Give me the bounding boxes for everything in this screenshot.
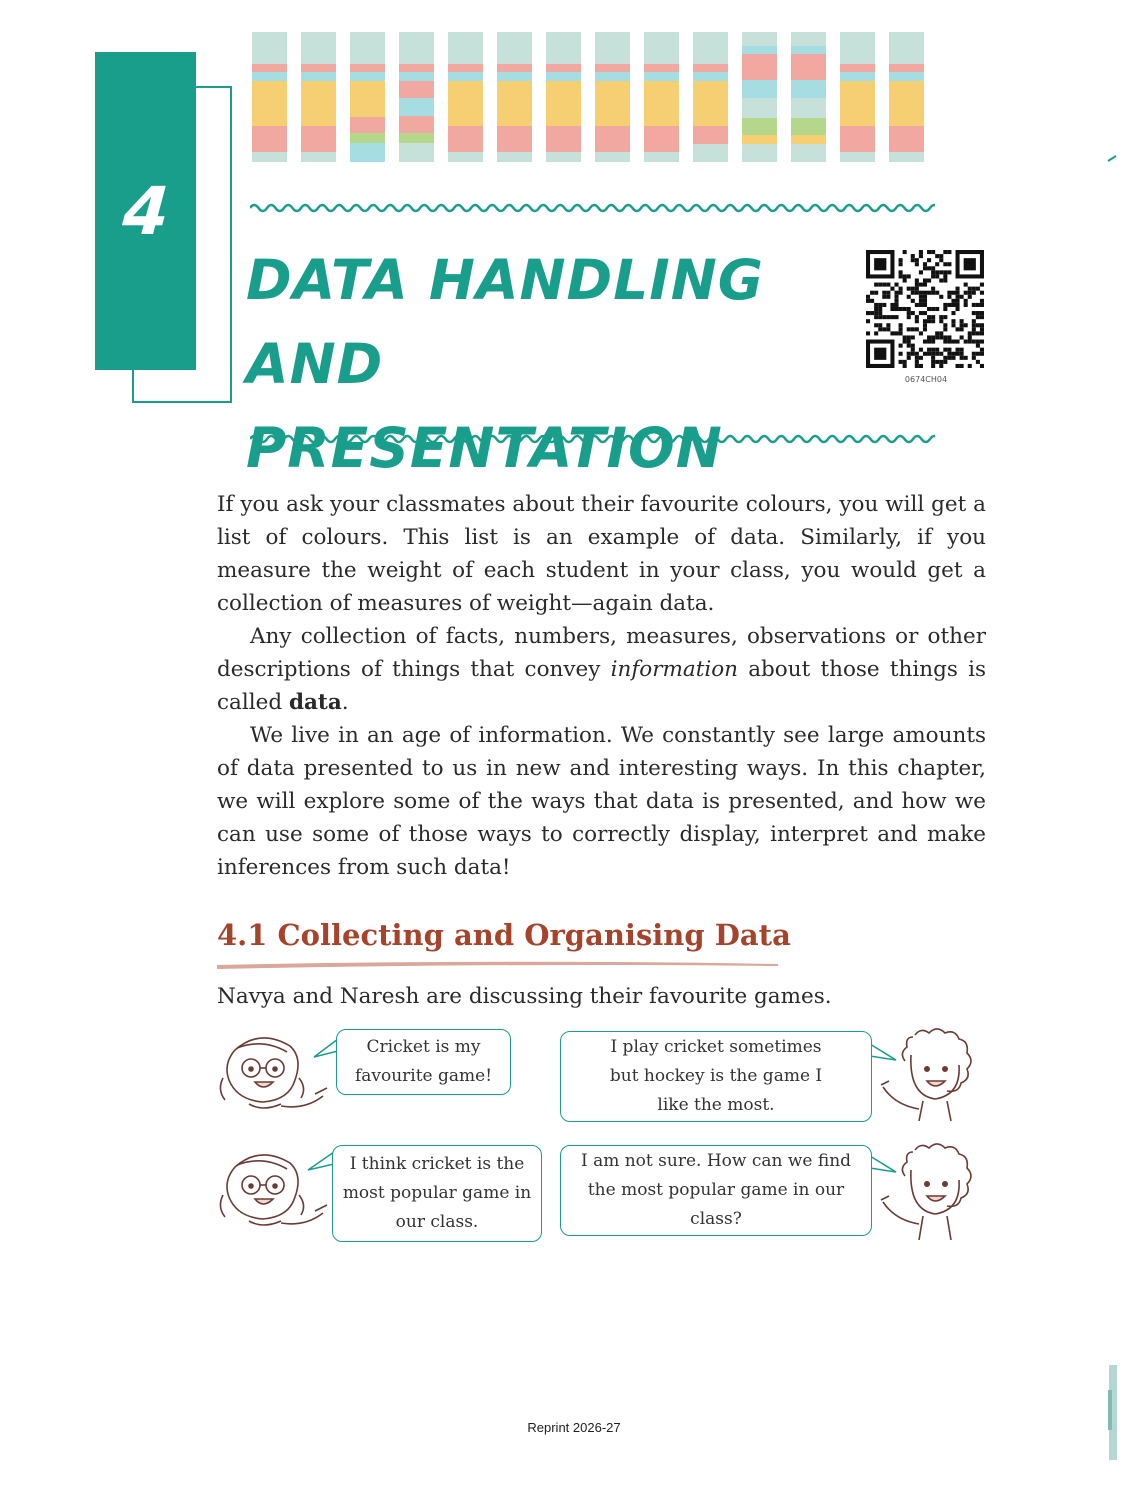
decorative-bar-segment — [840, 72, 875, 81]
decorative-bar-segment — [791, 54, 826, 80]
speech-bubble-navya-1: Cricket is my favourite game! — [336, 1029, 511, 1095]
decorative-bar-segment — [301, 81, 336, 126]
qr-code-label: 0674CH04 — [904, 375, 948, 384]
decorative-bar-segment — [889, 152, 924, 162]
decorative-bar-segment — [399, 98, 434, 116]
body-paragraph-3: We live in an age of information. We constantly see large amounts of data presented to us in new and interesting ways. In this chapter, we will explore some of the ways that data is presented, and how we can use some of those ways to correctly display, interpret and make inferences from such data! — [217, 723, 986, 880]
decorative-bar-segment — [497, 81, 532, 126]
reprint-footer: Reprint 2026-27 — [527, 1420, 621, 1435]
decorative-bar-segment — [350, 133, 385, 143]
decorative-bar-segment — [791, 46, 826, 54]
decorative-bar-segment — [301, 64, 336, 72]
decorative-bar-segment — [644, 152, 679, 162]
body-text — [217, 488, 986, 884]
decorative-bar-segment — [399, 116, 434, 133]
decorative-bar-segment — [742, 135, 777, 144]
decorative-bar-segment — [840, 126, 875, 152]
speech-bubble-navya-2: I think cricket is the most popular game in our class. — [332, 1145, 542, 1242]
decorative-bar-segment — [693, 144, 728, 162]
decorative-bar-segment — [840, 81, 875, 126]
decorative-bar-segment — [595, 64, 630, 72]
decorative-bar-segment — [546, 81, 581, 126]
decorative-bar-segment — [399, 81, 434, 98]
decorative-bar-segment — [840, 64, 875, 72]
decorative-bar-segment — [497, 32, 532, 64]
decorative-bar-segment — [301, 72, 336, 81]
decorative-bar-segment — [791, 118, 826, 135]
decorative-bar-segment — [546, 152, 581, 162]
section-intro: Navya and Naresh are discussing their favourite games. — [217, 984, 832, 1009]
decorative-bar-segment — [889, 64, 924, 72]
decorative-bar-segment — [350, 72, 385, 81]
decorative-bar-segment — [497, 64, 532, 72]
decorative-bar-segment — [595, 32, 630, 64]
decorative-bar-segment — [889, 72, 924, 81]
chapter-title: DATA HANDLING AND PRESENTATION — [246, 248, 764, 480]
emphasis-information: information — [610, 657, 739, 682]
decorative-bar-segment — [693, 32, 728, 64]
decorative-bar-segment — [497, 152, 532, 162]
decorative-bar-segment — [644, 72, 679, 81]
decorative-bar-segment — [742, 144, 777, 162]
decorative-bar-segment — [791, 144, 826, 162]
chapter-number: 4 — [119, 172, 172, 250]
decorative-bar-segment — [252, 32, 287, 64]
decorative-bar-segment — [350, 143, 385, 162]
decorative-bar-segment — [497, 126, 532, 152]
decorative-bar-segment — [448, 64, 483, 72]
speech-bubble-naresh-1: I play cricket sometimes but hockey is the game I like the most. — [560, 1031, 872, 1122]
decorative-bar-segment — [693, 72, 728, 81]
decorative-bar-segment — [693, 81, 728, 126]
decorative-bar-segment — [791, 80, 826, 98]
body-paragraph-2: Any collection of facts, numbers, measures, observations or other descriptions of things that convey information about those things is called data. — [217, 624, 986, 715]
emphasis-data: data — [288, 690, 342, 715]
page-edge-mark — [1108, 1390, 1112, 1430]
decorative-bar-segment — [595, 126, 630, 152]
decorative-bar-segment — [840, 32, 875, 64]
decorative-bar-segment — [350, 64, 385, 72]
decorative-bar-segment — [399, 72, 434, 81]
decorative-bar-segment — [742, 46, 777, 54]
decorative-bar-segment — [546, 64, 581, 72]
decorative-bar-segment — [448, 81, 483, 126]
decorative-bar-segment — [644, 32, 679, 64]
decorative-bar-segment — [448, 126, 483, 152]
decorative-bar-segment — [350, 81, 385, 117]
decorative-bar-segment — [791, 98, 826, 118]
page-edge-tick — [1106, 155, 1118, 163]
decorative-bar-segment — [889, 126, 924, 152]
decorative-bar-segment — [399, 143, 434, 162]
decorative-bar-segment — [693, 126, 728, 144]
decorative-bar-segment — [252, 152, 287, 162]
decorative-bar-segment — [448, 72, 483, 81]
speech-bubble-naresh-2: I am not sure. How can we find the most popular game in our class? — [560, 1145, 872, 1236]
decorative-bar-segment — [546, 32, 581, 64]
decorative-bar-segment — [742, 54, 777, 80]
chapter-number-block — [95, 52, 196, 370]
decorative-bar-segment — [301, 152, 336, 162]
decorative-bar-segment — [252, 64, 287, 72]
decorative-bar-segment — [252, 126, 287, 152]
decorative-bar-segment — [742, 98, 777, 118]
decorative-bar-segment — [889, 32, 924, 64]
decorative-bar-segment — [350, 32, 385, 64]
decorative-bar-segment — [350, 117, 385, 133]
decorative-bar-segment — [742, 80, 777, 98]
decorative-bar-segment — [301, 32, 336, 64]
body-paragraph-1: If you ask your classmates about their favourite colours, you will get a list of colours. This list is an example of data. Similarly, if you measure the weight of each student in your class, you would get a collection of measures of weight—again data. — [217, 492, 986, 616]
decorative-bar-segment — [840, 152, 875, 162]
decorative-bar-segment — [742, 118, 777, 135]
decorative-stacked-bars — [252, 32, 932, 162]
decorative-bar-segment — [742, 32, 777, 46]
decorative-bar-segment — [399, 133, 434, 143]
decorative-bar-segment — [693, 64, 728, 72]
decorative-bar-segment — [252, 81, 287, 126]
section-heading-underline — [215, 958, 780, 970]
decorative-bar-segment — [546, 126, 581, 152]
wavy-divider-top — [250, 200, 935, 216]
decorative-bar-segment — [644, 126, 679, 152]
decorative-bar-segment — [644, 64, 679, 72]
decorative-bar-segment — [791, 135, 826, 144]
decorative-bar-segment — [546, 72, 581, 81]
decorative-bar-segment — [595, 152, 630, 162]
decorative-bar-segment — [889, 81, 924, 126]
decorative-bar-segment — [399, 64, 434, 72]
decorative-bar-segment — [497, 72, 532, 81]
decorative-bar-segment — [448, 32, 483, 64]
decorative-bar-segment — [595, 81, 630, 126]
section-heading: 4.1 Collecting and Organising Data — [217, 918, 791, 952]
qr-code-icon[interactable] — [866, 250, 984, 368]
decorative-bar-segment — [644, 81, 679, 126]
decorative-bar-segment — [791, 32, 826, 46]
decorative-bar-segment — [399, 32, 434, 64]
decorative-bar-segment — [595, 72, 630, 81]
decorative-bar-segment — [448, 152, 483, 162]
decorative-bar-segment — [252, 72, 287, 81]
decorative-bar-segment — [301, 126, 336, 152]
